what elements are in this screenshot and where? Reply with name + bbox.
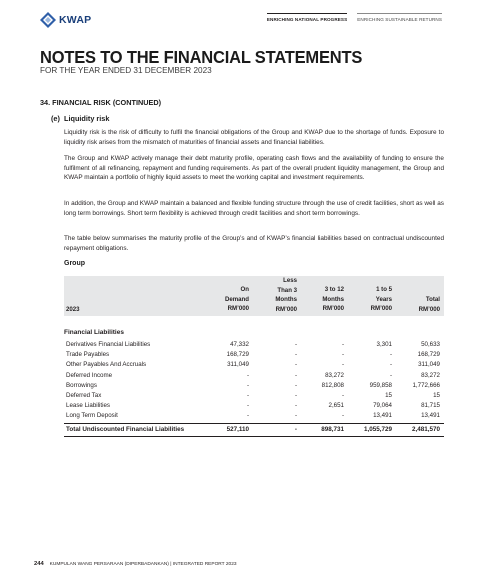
total-label: Total Undiscounted Financial Liabilities bbox=[66, 426, 185, 433]
cell-3-to-12-months: - bbox=[341, 392, 344, 399]
logo-text: KWAP bbox=[59, 14, 92, 26]
cell-on-demand: - bbox=[246, 402, 249, 410]
cell-3-to-12-months: 812,808 bbox=[321, 381, 344, 389]
cell-1-to-5-years: 3,301 bbox=[376, 341, 392, 348]
col-header-1-to-5-years bbox=[371, 285, 392, 314]
cell-on-demand: 47,332 bbox=[230, 341, 249, 348]
kwap-logo bbox=[40, 10, 110, 30]
cell-1-to-5-years: - bbox=[389, 361, 392, 369]
cell-total: 168,729 bbox=[417, 351, 440, 359]
cell-less-than-3-months: - bbox=[294, 402, 297, 410]
cell-on-demand: - bbox=[246, 412, 249, 420]
col-header-line: RM’000 bbox=[275, 305, 297, 313]
subsection-title: Liquidity risk bbox=[64, 114, 110, 123]
col-header-line: Months bbox=[322, 295, 344, 303]
cell-total: 15 bbox=[433, 392, 440, 399]
row-label: Deferred Income bbox=[66, 371, 113, 379]
table-row bbox=[64, 392, 444, 402]
col-header-total bbox=[419, 295, 440, 314]
table-header bbox=[64, 276, 444, 316]
cell-on-demand: - bbox=[246, 381, 249, 389]
cell-on-demand: - bbox=[246, 371, 249, 379]
table-row bbox=[64, 341, 444, 351]
table-total-row bbox=[64, 426, 444, 436]
cell-less-than-3-months: - bbox=[294, 371, 297, 379]
col-header-line: Months bbox=[275, 296, 297, 304]
cell-1-to-5-years: 15 bbox=[385, 392, 392, 399]
page-footer bbox=[34, 561, 237, 567]
cell-on-demand: - bbox=[246, 392, 249, 399]
cell-less-than-3-months: - bbox=[294, 341, 297, 348]
row-label: Other Payables And Accruals bbox=[66, 361, 147, 369]
cell-total: 1,772,666 bbox=[412, 381, 440, 389]
table-section-title: Financial Liabilities bbox=[64, 329, 124, 336]
table-row bbox=[64, 402, 444, 412]
table-row bbox=[64, 412, 444, 422]
row-label: Borrowings bbox=[66, 381, 97, 389]
tab-enriching-national-progress[interactable]: ENRICHING NATIONAL PROGRESS bbox=[267, 13, 347, 22]
col-header-line: RM’000 bbox=[418, 305, 440, 313]
cell-3-to-12-months: 2,651 bbox=[328, 402, 344, 410]
col-header-line: Less bbox=[283, 277, 297, 284]
paragraph-3: In addition, the Group and KWAP maintain a balanced and flexible funding structure through the use of credit facilities, short as well as long term borrowings. Short term flexibility is achieved through credit facilities and short term borrowings. bbox=[64, 200, 444, 217]
section-heading: 34. FINANCIAL RISK (CONTINUED) bbox=[40, 98, 162, 107]
header-tabs bbox=[267, 13, 442, 22]
cell-less-than-3-months: - bbox=[294, 351, 297, 359]
table-row bbox=[64, 372, 444, 382]
cell-less-than-3-months: - bbox=[294, 392, 297, 399]
col-header-line: RM’000 bbox=[322, 305, 344, 313]
cell-1-to-5-years: - bbox=[389, 351, 392, 359]
kwap-logo-icon bbox=[40, 12, 56, 28]
col-header-line: 3 to 12 bbox=[324, 286, 344, 293]
table-row bbox=[64, 382, 444, 392]
tab-enriching-sustainable-returns[interactable]: ENRICHING SUSTAINABLE RETURNS bbox=[357, 13, 442, 22]
subsection-heading bbox=[51, 114, 109, 123]
cell-1-to-5-years: 79,064 bbox=[373, 402, 392, 410]
cell-3-to-12-months: - bbox=[341, 361, 344, 369]
total-1-to-5-years: 1,055,729 bbox=[363, 426, 392, 433]
cell-3-to-12-months: - bbox=[341, 341, 344, 348]
cell-total: 83,272 bbox=[421, 371, 440, 379]
table-row bbox=[64, 361, 444, 371]
cell-total: 81,715 bbox=[421, 402, 440, 410]
col-header-line: Demand bbox=[224, 295, 249, 303]
total-total: 2,481,570 bbox=[411, 426, 440, 433]
col-header-line: 1 to 5 bbox=[376, 286, 392, 293]
col-header-line: On bbox=[240, 286, 249, 293]
total-rule-bottom bbox=[64, 436, 444, 437]
cell-total: 50,633 bbox=[421, 341, 440, 348]
subsection-label: (e) bbox=[51, 114, 60, 123]
paragraph-4: The table below summarises the maturity profile of the Group’s and of KWAP’s financial liabilities based on contractual undiscounted repayment obligations. bbox=[64, 235, 444, 252]
cell-less-than-3-months: - bbox=[294, 412, 297, 420]
footer-text: KUMPULAN WANG PERSARAAN (DIPERBADANKAN) | INTEGRATED REPORT 2023 bbox=[49, 562, 237, 567]
row-label: Derivatives Financial Liabilities bbox=[66, 341, 151, 348]
paragraph-1: Liquidity risk is the risk of difficulty to fulfil the financial obligations of the Group and KWAP due to the shortage of funds. Exposure to liquidity risk arises from the mismatch of maturities of financial assets and financial liabilities. bbox=[64, 129, 444, 146]
total-rule-top bbox=[64, 423, 444, 424]
row-label: Trade Payables bbox=[66, 351, 110, 359]
cell-1-to-5-years: 959,858 bbox=[369, 381, 392, 389]
col-header-line: Years bbox=[375, 295, 392, 303]
row-label: Deferred Tax bbox=[66, 392, 102, 399]
row-label: Lease Liabilities bbox=[66, 402, 111, 410]
cell-3-to-12-months: 83,272 bbox=[325, 371, 344, 379]
cell-less-than-3-months: - bbox=[294, 361, 297, 369]
page-number: 244 bbox=[34, 561, 44, 567]
col-header-on-demand bbox=[225, 285, 249, 314]
col-header-line: Total bbox=[425, 296, 440, 303]
cell-1-to-5-years: - bbox=[389, 371, 392, 379]
page-title: NOTES TO THE FINANCIAL STATEMENTS bbox=[40, 48, 363, 68]
row-label: Long Term Deposit bbox=[66, 412, 118, 420]
cell-3-to-12-months: - bbox=[341, 412, 344, 420]
cell-3-to-12-months: - bbox=[341, 351, 344, 359]
col-header-line: RM’000 bbox=[227, 305, 249, 313]
table-row bbox=[64, 351, 444, 361]
table-year: 2023 bbox=[66, 306, 80, 313]
page-subtitle: FOR THE YEAR ENDED 31 DECEMBER 2023 bbox=[40, 66, 212, 75]
total-3-to-12-months: 898,731 bbox=[321, 426, 344, 433]
col-header-line: Than 3 bbox=[277, 286, 297, 294]
cell-total: 13,491 bbox=[421, 412, 440, 420]
total-less-than-3-months: - bbox=[294, 426, 297, 433]
cell-1-to-5-years: 13,491 bbox=[373, 412, 392, 420]
cell-on-demand: 168,729 bbox=[226, 351, 249, 359]
total-on-demand: 527,110 bbox=[226, 426, 249, 433]
cell-on-demand: 311,049 bbox=[227, 361, 249, 369]
col-header-line: RM’000 bbox=[370, 305, 392, 313]
group-label: Group bbox=[64, 260, 85, 267]
paragraph-2: The Group and KWAP actively manage their debt maturity profile, operating cash flows and the availability of funding to ensure the fulfilment of all refinancing, repayment and funding requirements. As part of the overall prudent liquidity management, the Group and KWAP maintain a portfolio of highly liquid assets to meet the working capital and investment requirements. bbox=[64, 155, 444, 182]
cell-total: 311,049 bbox=[418, 361, 440, 369]
col-header-3-to-12-months bbox=[322, 285, 344, 314]
col-header-less-than-3-months bbox=[275, 276, 297, 314]
cell-less-than-3-months: - bbox=[294, 381, 297, 389]
